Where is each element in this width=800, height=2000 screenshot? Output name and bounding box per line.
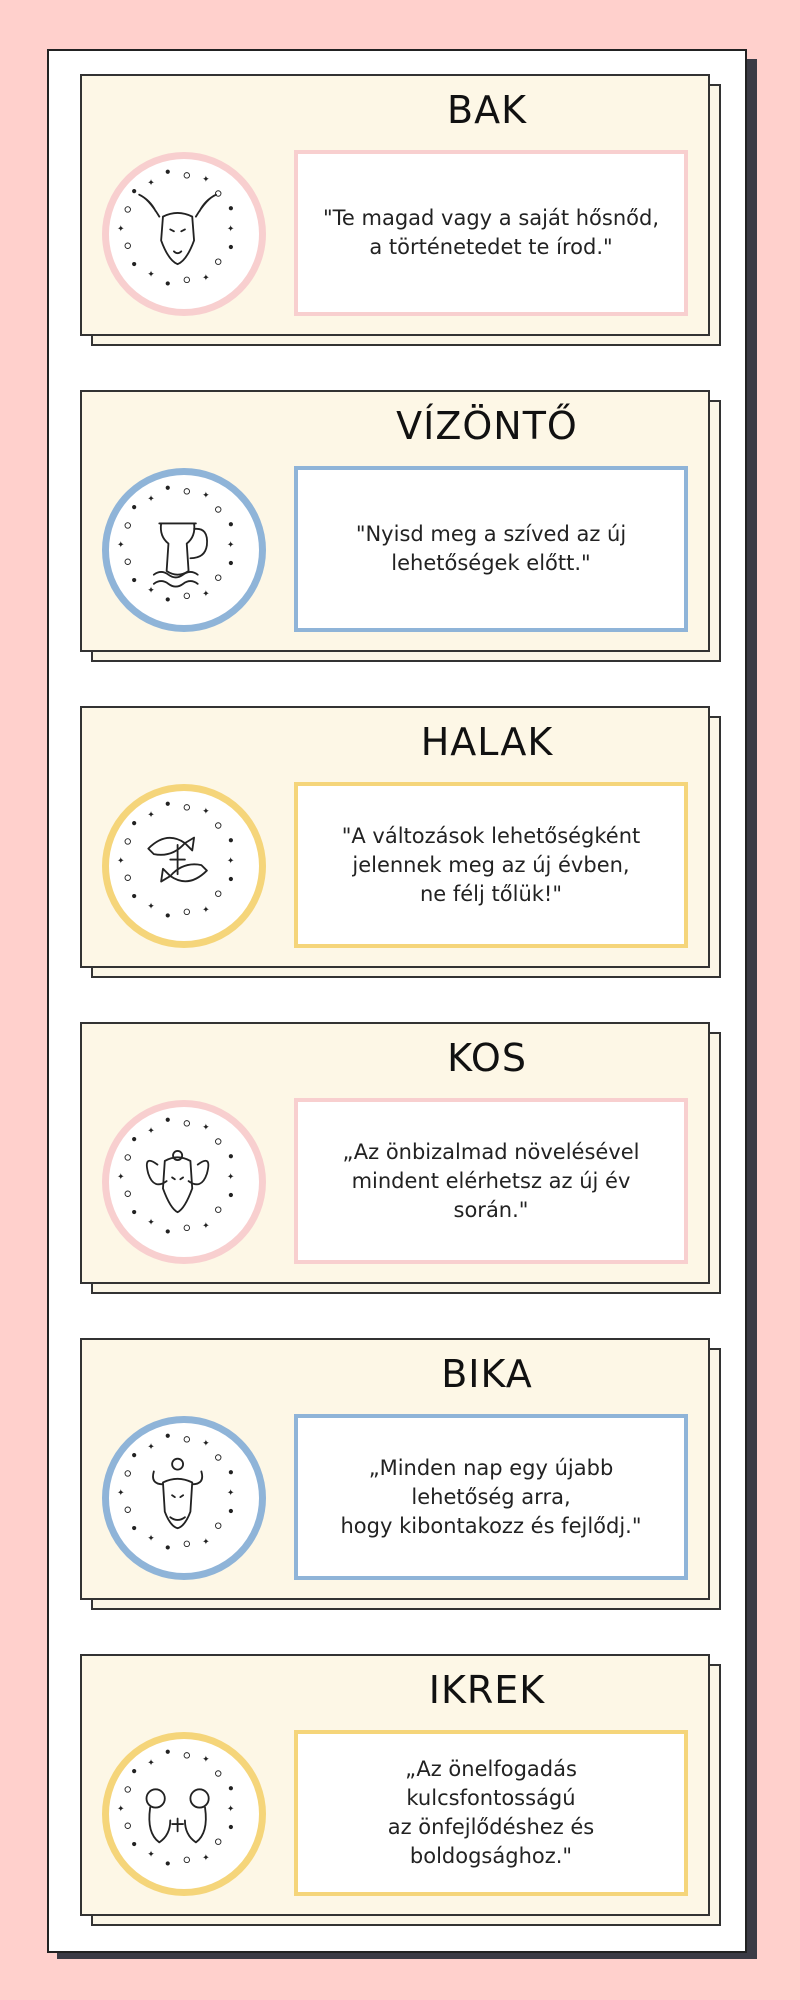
star-icon: ✦ [202, 1754, 210, 1765]
dot-icon [215, 891, 220, 896]
dot-icon [133, 190, 136, 193]
dot-icon [215, 823, 220, 828]
sign-title: BIKA [441, 1352, 533, 1396]
aquarius-vase-icon [102, 468, 266, 632]
dot-icon [166, 1118, 169, 1121]
star-icon: ✦ [147, 809, 155, 820]
star-icon: ✦ [226, 1171, 235, 1182]
dot-icon [133, 894, 136, 897]
dot-icon [166, 1434, 169, 1437]
star-icon: ✦ [202, 1220, 210, 1231]
dot-icon [125, 559, 130, 564]
dot-icon [133, 1138, 136, 1141]
quote-box [294, 1730, 688, 1896]
aquarius-vase-icon-lineart [154, 523, 207, 586]
star-icon: ✦ [226, 223, 235, 234]
taurus-bull-icon [102, 1416, 266, 1580]
dot-icon [125, 243, 130, 248]
taurus-bull-icon-art [109, 1423, 259, 1573]
star-icon: ✦ [117, 1803, 125, 1814]
star-icon: ✦ [226, 539, 235, 550]
quote-text: "A változások lehetőségként jelennek meg az új évben, ne félj tőlük!" [341, 823, 641, 906]
quote-text: "Te magad vagy a saját hősnőd, a történetedet te írod." [323, 206, 659, 259]
pisces-fish-icon-lineart [148, 838, 207, 882]
dot-icon [215, 1207, 220, 1212]
dot-icon [184, 1541, 189, 1546]
dot-icon [166, 1546, 169, 1549]
quote-box [294, 1098, 688, 1264]
sign-title: VÍZÖNTŐ [396, 404, 578, 448]
dot-icon [184, 1121, 189, 1126]
dot-icon [133, 578, 136, 581]
capricorn-goat-icon-art [109, 159, 259, 309]
dot-icon [133, 1770, 136, 1773]
quote-text: "Nyisd meg a szíved az új lehetőségek előtt." [355, 522, 627, 575]
star-icon: ✦ [226, 1803, 235, 1814]
star-icon: ✦ [147, 901, 155, 912]
zodiac-card-ikrek [80, 1654, 710, 1916]
star-icon: ✦ [202, 588, 210, 599]
dot-icon [166, 486, 169, 489]
dot-icon [229, 245, 232, 248]
dot-icon [133, 1454, 136, 1457]
dot-icon [215, 1455, 220, 1460]
dot-icon [215, 1771, 220, 1776]
star-icon: ✦ [202, 806, 210, 817]
zodiac-card-bika [80, 1338, 710, 1600]
quote-text: „Minden nap egy újabb lehetőség arra, hogy kibontakozz és fejlődj." [340, 1455, 642, 1538]
dot-icon [133, 822, 136, 825]
aquarius-vase-icon-art [109, 475, 259, 625]
dot-icon [215, 1139, 220, 1144]
star-icon: ✦ [147, 1441, 155, 1452]
star-icon: ✦ [147, 177, 155, 188]
card-body [80, 1022, 710, 1284]
dot-icon [229, 1509, 232, 1512]
dot-icon [166, 1230, 169, 1233]
capricorn-goat-icon [102, 152, 266, 316]
dot-icon [215, 1839, 220, 1844]
dot-icon [125, 1191, 130, 1196]
dot-icon [125, 1507, 130, 1512]
star-icon: ✦ [202, 1852, 210, 1863]
dot-icon [125, 839, 130, 844]
star-icon: ✦ [147, 1533, 155, 1544]
dot-icon [166, 1862, 169, 1865]
star-icon: ✦ [226, 1487, 235, 1498]
dot-icon [184, 909, 189, 914]
star-icon: ✦ [117, 539, 125, 550]
dot-icon [166, 598, 169, 601]
star-icon: ✦ [147, 269, 155, 280]
star-icon: ✦ [117, 223, 125, 234]
gemini-twins-icon-lineart [147, 1789, 209, 1842]
taurus-bull-icon-lineart [153, 1459, 202, 1529]
dot-icon [215, 259, 220, 264]
dot-icon [133, 1526, 136, 1529]
sign-title: KOS [447, 1036, 527, 1080]
gemini-twins-icon [102, 1732, 266, 1896]
pisces-fish-icon [102, 784, 266, 948]
star-icon: ✦ [202, 490, 210, 501]
dot-icon [166, 170, 169, 173]
star-icon: ✦ [202, 1438, 210, 1449]
dot-icon [229, 1825, 232, 1828]
card-body [80, 1338, 710, 1600]
dot-icon [166, 914, 169, 917]
dot-icon [229, 1155, 232, 1158]
quote-box [294, 466, 688, 632]
dot-icon [133, 1842, 136, 1845]
dot-icon [133, 1210, 136, 1213]
aries-ram-icon [102, 1100, 266, 1264]
dot-icon [133, 262, 136, 265]
dot-icon [184, 805, 189, 810]
quote-box [294, 1414, 688, 1580]
quote-box [294, 782, 688, 948]
zodiac-card-bak [80, 74, 710, 336]
dot-icon [125, 875, 130, 880]
dot-icon [125, 523, 130, 528]
star-icon: ✦ [117, 855, 125, 866]
zodiac-card-vizonto [80, 390, 710, 652]
pisces-fish-icon-art [109, 791, 259, 941]
dot-icon [125, 1155, 130, 1160]
zodiac-card-kos [80, 1022, 710, 1284]
dot-icon [166, 282, 169, 285]
dot-icon [229, 839, 232, 842]
card-body [80, 390, 710, 652]
star-icon: ✦ [202, 174, 210, 185]
dot-icon [229, 877, 232, 880]
dot-icon [166, 1750, 169, 1753]
card-body [80, 706, 710, 968]
star-icon: ✦ [147, 585, 155, 596]
zodiac-card-halak [80, 706, 710, 968]
dot-icon [184, 1437, 189, 1442]
star-icon: ✦ [147, 1757, 155, 1768]
star-icon: ✦ [226, 855, 235, 866]
dot-icon [125, 207, 130, 212]
star-icon: ✦ [202, 272, 210, 283]
aries-ram-icon-art [109, 1107, 259, 1257]
dot-icon [125, 1823, 130, 1828]
capricorn-goat-icon-lineart [139, 195, 216, 265]
sign-title: IKREK [428, 1668, 546, 1712]
card-body [80, 1654, 710, 1916]
dot-icon [215, 1523, 220, 1528]
dot-icon [229, 1471, 232, 1474]
dot-icon [166, 802, 169, 805]
star-icon: ✦ [202, 1122, 210, 1133]
dot-icon [184, 173, 189, 178]
dot-icon [229, 561, 232, 564]
quote-text: „Az önelfogadás kulcsfontosságú az önfejlődéshez és boldogsághoz." [387, 1757, 595, 1868]
star-icon: ✦ [202, 1536, 210, 1547]
sign-title: BAK [447, 88, 527, 132]
dot-icon [215, 575, 220, 580]
aries-ram-icon-lineart [147, 1151, 209, 1212]
quote-box [294, 150, 688, 316]
dot-icon [229, 207, 232, 210]
dot-icon [184, 593, 189, 598]
star-icon: ✦ [147, 1125, 155, 1136]
star-icon: ✦ [147, 493, 155, 504]
star-icon: ✦ [202, 904, 210, 915]
dot-icon [184, 1225, 189, 1230]
star-icon: ✦ [117, 1487, 125, 1498]
star-icon: ✦ [117, 1171, 125, 1182]
gemini-twins-icon-art [109, 1739, 259, 1889]
quote-text: „Az önbizalmad növelésével mindent elérhetsz az új év során." [342, 1139, 640, 1222]
dot-icon [229, 1193, 232, 1196]
dot-icon [229, 1787, 232, 1790]
dot-icon [184, 1753, 189, 1758]
sign-title: HALAK [420, 720, 554, 764]
dot-icon [133, 506, 136, 509]
star-icon: ✦ [147, 1217, 155, 1228]
card-body [80, 74, 710, 336]
dot-icon [184, 489, 189, 494]
star-icon: ✦ [147, 1849, 155, 1860]
dot-icon [229, 523, 232, 526]
dot-icon [184, 1857, 189, 1862]
dot-icon [184, 277, 189, 282]
dot-icon [125, 1471, 130, 1476]
dot-icon [215, 507, 220, 512]
dot-icon [125, 1787, 130, 1792]
